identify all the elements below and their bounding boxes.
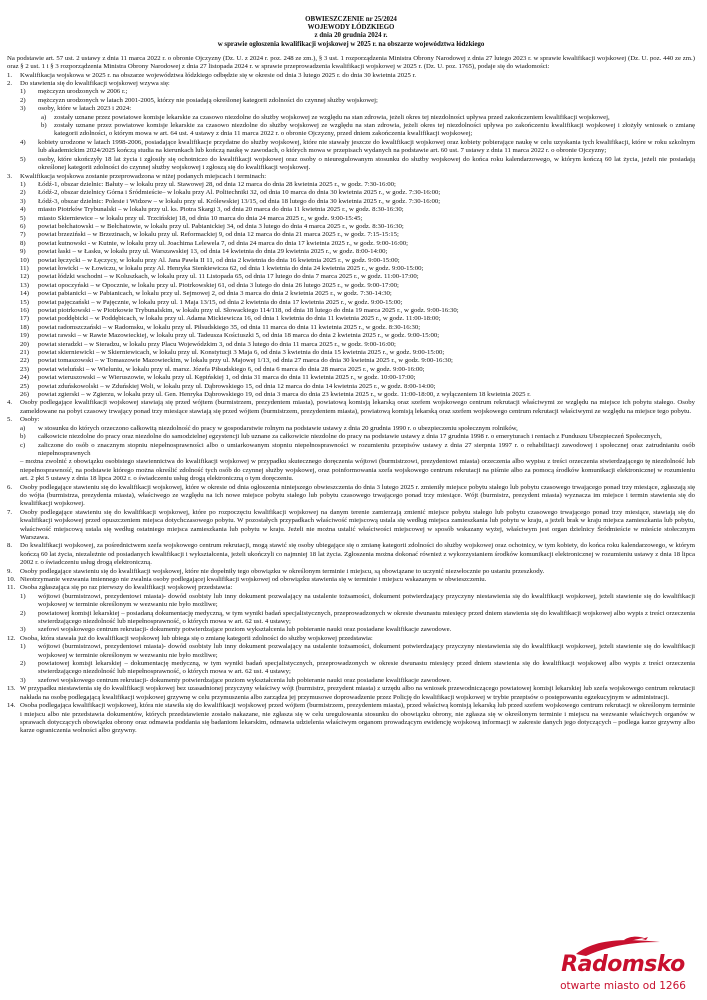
paragraph-7: 7. Osoby podlegające stawieniu się do kwalifikacji wojskowej, które po rozpoczęciu kwalifikacji wojskowej na danym terenie zamierzają zmienić miejsce pobytu stałego lub pobytu czasowego trwającego ponad trzy miesiące, stawiają się do kwalifikacji wojskowej przed opuszczeniem miejsca dotychczasowego pobytu. W pozostałych przypadkach właściwość miejscową ustala się według miejsca zamieszkania lub pobytu w kraju, a jeżeli brak w kraju miejsca zamieszkania lub pobytu, właściwość miejscową ustala się według ostatniego miejsca zamieszkania lub pobytu w kraju. Jeżeli nie można ustalić właściwości miejscowej w sposób wskazany wyżej, właściwym jest organ dzielnicy Śródmieście w mieście stołecznym Warszawa. xyxy=(7,508,695,541)
location-item: 26) powiat zgierski – w Zgierzu, w lokalu przy ul. Gen. Henryka Dąbrowskiego 19, od dnia 3 marca do dnia 23 kwietnia 2025 r., w godz. 11:00-18:00, z wyłączeniem 18 kwietnia 2025 r. xyxy=(20,391,531,399)
paragraph-11: 11. Osoba zgłaszająca się po raz pierwszy do kwalifikacji wojskowej przedstawia: xyxy=(7,584,233,592)
list-item: 1) wójtowi (burmistrzowi, prezydentowi miasta)- dowód osobisty lub inny dokument pozwalający na ustalenie tożsamości, dokument potwierdzający przyczyny niestawienia się do kwalifikacji wojskowej, jeżeli stawienie się do kwalifikacji wojskowej w terminie określonym w wezwaniu nie było możliwe; xyxy=(20,592,695,609)
paragraph-6: 6. Osoby podlegające stawieniu się do kwalifikacji wojskowej, które w okresie od dnia ogłoszenia niniejszego obwieszczenia do dnia 3 lutego 2025 r. zmieniły miejsce pobytu stałego lub pobytu czasowego trwającego ponad trzy miesiące, zgłaszają się do wójta (burmistrza, prezydenta miasta), właściwego ze względu na ich nowe miejsce pobytu stałego lub pobytu czasowego trwającego ponad trzy miesiące. Wójt (burmistrz, prezydent miasta) wyznacza im miejsce i termin stawienia się do kwalifikacji wojskowej. xyxy=(7,483,695,508)
location-item: 2) Łódź-2, obszar dzielnicy Górna i Śródmieście– w lokalu przy Al. Politechniki 32, od dnia 10 marca do dnia 30 kwietnia 2025 r., w godz. 7:30-16:00; xyxy=(20,189,441,197)
sub-list-item: c) zaliczone do osób o znacznym stopniu niepełnosprawności albo o umiarkowanym stopniu niepełnosprawności w rozumieniu przepisów ustawy z dnia 27 sierpnia 1997 r. o rehabilitacji zawodowej i społecznej oraz zatrudnianiu osób niepełnosprawnych xyxy=(20,441,695,457)
location-item: 22) powiat tomaszowski – w Tomaszowie Mazowieckim, w lokalu przy ul. Majowej 1/13, od dnia 27 marca do dnia 30 kwietnia 2025 r., w godz. 9:00-16:30; xyxy=(20,357,453,365)
paragraph-4: 4. Osoby podlegające kwalifikacji wojskowej stawiają się przed wójtem (burmistrzem, prezydentem miasta), powiatową komisją lekarską oraz szefem wojskowego centrum rekrutacji właściwymi ze względu na miejsce ich pobytu stałego. Osoby zameldowane na pobyt czasowy trwający ponad trzy miesiące stawiają się przed wójtem (burmistrzem, prezydentem miasta), powiatową komisją lekarską oraz szefem wojskowego centrum rekrutacji właściwymi ze względu na miejsce tego pobytu. xyxy=(7,399,695,415)
paragraph-9: 9. Osoby podlegające stawieniu się do kwalifikacji wojskowej, które nie dopełniły tego obowiązku w określonym terminie i miejscu, są obowiązane to uczynić niezwłocznie po ustaniu przeszkody. xyxy=(7,567,545,575)
paragraph-5: 5. Osoby: xyxy=(7,416,40,424)
sub-list-item: a) zostały uznane przez powiatowe komisje lekarskie za czasowo niezdolne do służby wojskowej ze względu na stan zdrowia, jeżeli okres tej niezdolności upływa przed zakończeniem kwalifikacji wojskowej, xyxy=(41,113,610,121)
location-item: 1) Łódź-1, obszar dzielnic: Bałuty – w lokalu przy ul. Stawowej 28, od dnia 12 marca do dnia 28 kwietnia 2025 r., w godz. 7:30-16:00; xyxy=(20,180,396,188)
sub-list-item: a) w stosunku do których orzeczono całkowitą niezdolność do pracy w gospodarstwie rolnym na podstawie ustawy z dnia 20 grudnia 1990 r. o ubezpieczeniu społecznym rolników, xyxy=(20,424,518,432)
intro-paragraph: Na podstawie art. 57 ust. 2 ustawy z dnia 11 marca 2022 r. o obronie Ojczyzny (Dz. U. z 2024 r. poz. 248 ze zm.), § 3 ust. 1 rozporządzenia Ministra Obrony Narodowej z dnia 27 lutego 2023 r. w sprawie kwalifikacji wojskowej (Dz. U. poz. 440 ze zm.) oraz § 2 ust. 1 i § 3 rozporządzenia Ministra Obrony Narodowej z dnia 27 listopada 2024 r. w sprawie przeprowadzenia kwalifikacji wojskowej w 2025 r. (Dz. U. poz. 1765), podaje się do wiadomości: xyxy=(7,54,695,71)
document xyxy=(7,16,695,736)
location-item: 19) powiat rawski – w Rawie Mazowieckiej, w lokalu przy ul. Tadeusza Kościuszki 5, od dnia 18 marca do dnia 2 kwietnia 2025 r., w godz. 9:00-15:00; xyxy=(20,332,440,340)
paragraph-8: 8. Do kwalifikacji wojskowej, za pośrednictwem szefa wojskowego centrum rekrutacji, mogą stawić się osoby ubiegające się o zmianę kategorii zdolności do służby wojskowej oraz ochotnicy, w tym kobiety, do końca roku kalendarzowego, w którym kończą 60 lat życia, niezależnie od posiadanych kwalifikacji i wykształcenia, jeżeli ukończyli co najmniej 18 lat życia. Zgłoszenia można dokonać również z wykorzystaniem środków komunikacji elektronicznej w rozumieniu ustawy z dnia 18 lipca 2002 r. o świadczeniu usług drogą elektroniczną. xyxy=(7,542,695,567)
doc-title-line2: WOJEWODY ŁÓDZKIEGO xyxy=(307,24,395,32)
location-item: 7) powiat brzeziński – w Brzezinach, w lokalu przy ul. Reformackiej 9, od dnia 12 marca do dnia 21 marca 2025 r., w godz. 7:15-15:15; xyxy=(20,231,399,239)
location-item: 4) miasto Piotrków Trybunalski – w lokalu przy ul. ks. Piotra Skargi 3, od dnia 20 marca do dnia 11 kwietnia 2025 r., w godz. 8:30-16:30; xyxy=(20,206,404,214)
list-item: 2) powiatowej komisji lekarskiej – posiadaną dokumentację medyczną, w tym wyniki badań specjalistycznych, przeprowadzonych w okresie dwunastu miesięcy przed dniem stawienia się do kwalifikacji wojskowej albo wypis z treści orzeczenia stwierdzającego niezdolność lub niepełnosprawność, o których mowa w art. 62 ust. 4 ustawy; xyxy=(20,609,695,626)
sub-list-item: b) zostały uznane przez powiatowe komisje lekarskie za czasowo niezdolne do służby wojskowej ze względu na stan zdrowia, jeżeli okres tej niezdolności upływa po zakończeniu kwalifikacji wojskowej i złożyły wniosek o zmianę kategorii zdolności, o którym mowa w art. 64 ust. 4 ustawy z dnia 11 marca 2022 r. o obronie Ojczyzny, przed dniem zakończenia kwalifikacji wojskowej; xyxy=(41,122,695,138)
paragraph-13: 13. W przypadku niestawienia się do kwalifikacji wojskowej bez uzasadnionej przyczyny właściwy wójt (burmistrz, prezydent miasta) z urzędu albo na wniosek przewodniczącego powiatowej komisji lekarskiej lub szefa wojskowego centrum rekrutacji nakłada na osobę podlegającą kwalifikacji wojskowej grzywnę w celu przymuszenia albo zarządza jej przymusowe doprowadzenie przez Policję do kwalifikacji wojskowej w trybie przepisów o postępowaniu egzekucyjnym w administracji. xyxy=(7,685,695,701)
location-item: 15) powiat pajęczański – w Pajęcznie, w lokalu przy ul. 1 Maja 13/15, od dnia 2 kwietnia do dnia 17 kwietnia 2025 r., w godz. 9:00-15:00; xyxy=(20,298,403,306)
location-item: 16) powiat piotrkowski – w Piotrkowie Trybunalskim, w lokalu przy ul. Słowackiego 114/118, od dnia 18 lutego do dnia 19 marca 2025 r., w godz. 9:00-16:30; xyxy=(20,307,459,314)
location-item: 25) powiat zduńskowolski – w Zduńskiej Woli, w lokalu przy ul. Dąbrowskiego 15, od dnia 12 marca do dnia 14 kwietnia 2025 r., w godz. 8:00-14:00; xyxy=(20,382,436,390)
list-item: 3) szefowi wojskowego centrum rekrutacji- dokumenty potwierdzające poziom wykształcenia lub pobieranie nauki oraz posiadane kwalifikacje zawodowe. xyxy=(20,676,452,684)
location-item: 17) powiat poddębicki – w Poddębicach, w lokalu przy ul. Adama Mickiewicza 16, od dnia 1 kwietnia do dnia 11 kwietnia 2025 r., w godz. 11:00-18:00; xyxy=(20,315,441,323)
location-item: 11) powiat łowicki – w Łowiczu, w lokalu przy Al. Henryka Sienkiewicza 62, od dnia 1 kwietnia do dnia 24 kwietnia 2025 r., w godz. 9:00-15:00; xyxy=(20,264,424,272)
paragraph-5-tail: – można zwolnić z obowiązku osobistego stawiennictwa do kwalifikacji wojskowej w przypadku skutecznego doręczenia wójtowi (burmistrzowi, prezydentowi miasta) orzeczenia albo wypisu z treści orzeczenia stwierdzającego tę niezdolność lub niepełnosprawność, na podstawie którego można określić zdolność tych osób do czynnej służby wojskowej, oraz poinformowania szefa wojskowego centrum rekrutacji na piśmie albo za pomocą środków komunikacji elektronicznej w rozumieniu art. 2 pkt 5 ustawy z dnia 18 lipca 2002 r. o świadczeniu usług drogą elektroniczną o tym doręczeniu. xyxy=(20,458,695,483)
location-item: 8) powiat kutnowski - w Kutnie, w lokalu przy ul. Joachima Lelewela 7, od dnia 24 marca do dnia 17 kwietnia 2025 r., w godz. 9:00-16:00; xyxy=(20,239,409,247)
list-item: 3) szefowi wojskowego centrum rekrutacji- dokumenty potwierdzające poziom wykształcenia lub pobieranie nauki oraz posiadane kwalifikacje zawodowe. xyxy=(20,626,452,634)
doc-title-line1: OBWIESZCZENIE nr 25/2024 xyxy=(305,16,397,23)
list-item: 4) kobiety urodzone w latach 1998-2006, posiadające kwalifikacje przydatne do służby wojskowej, które nie stawały jeszcze do kwalifikacji wojskowej oraz kobiety pobierające naukę w celu uzyskania tych kwalifikacji, które w roku szkolnym lub akademickim 2024/2025 kończą studia na kierunkach lub kończą naukę w zawodach, o których mowa w przepisach wydanych na podstawie art. 60 ust. 7 ustawy z dnia 11 marca 2022 r. o obronie Ojczyzny; xyxy=(20,138,695,155)
location-item: 20) powiat sieradzki – w Sieradzu, w lokalu przy Placu Wojewódzkim 3, od dnia 3 lutego do dnia 11 marca 2025 r., w godz. 9:00-16:00; xyxy=(20,340,396,348)
location-item: 10) powiat łęczycki – w Łęczycy, w lokalu przy Al. Jana Pawła II 11, od dnia 2 kwietnia do dnia 16 kwietnia 2025 r., w godz. 9:00-15:00; xyxy=(20,256,400,264)
location-item: 5) miasto Skierniewice – w lokalu przy ul. Trzcińskiej 18, od dnia 10 marca do dnia 24 marca 2025 r., w godz. 9:00-15:45; xyxy=(20,214,363,222)
radomsko-logo xyxy=(558,936,688,994)
location-item: 3) Łódź-3, obszar dzielnic: Polesie i Widzew – w lokalu przy ul. Królewskiej 13/15, od dnia 18 lutego do dnia 30 kwietnia 2025 r., w godz. 7:30-16:00; xyxy=(20,197,441,205)
logo-name: Radomsko xyxy=(561,952,685,977)
list-item: 5) osoby, które ukończyły 18 lat życia i zgłosiły się ochotniczo do kwalifikacji wojskowej oraz osoby o nieuregulowanym stosunku do służby wojskowej do końca roku kalendarzowego, w którym kończą 60 lat życia, jeżeli nie posiadają określonej kategorii zdolności do czynnej służby wojskowej i zgłoszą się do kwalifikacji wojskowej. xyxy=(20,155,695,172)
paragraph-1: 1. Kwalifikacja wojskowa w 2025 r. na obszarze województwa łódzkiego odbędzie się w okresie od dnia 3 lutego 2025 r. do dnia 30 kwietnia 2025 r. xyxy=(7,71,417,79)
paragraph-2: 2. Do stawienia się do kwalifikacji wojskowej wzywa się: xyxy=(7,80,170,88)
paragraph-12: 12. Osoba, która stawała już do kwalifikacji wojskowej lub ubiega się o zmianę kategorii zdolności do służby wojskowej przedstawia: xyxy=(7,634,373,642)
location-item: 6) powiat bełchatowski – w Bełchatowie, w lokalu przy ul. Pabianickiej 34, od dnia 3 lutego do dnia 4 marca 2025 r., w godz. 8:30-16:30; xyxy=(20,222,404,230)
location-item: 18) powiat radomszczański – w Radomsku, w lokalu przy ul. Piłsudskiego 35, od dnia 11 marca do dnia 11 kwietnia 2025 r., w godz. 8:30-16:30; xyxy=(20,323,421,331)
paragraph-14: 14. Osoba podlegająca kwalifikacji wojskowej, która nie stawiła się do kwalifikacji wojskowej przed wójtem (burmistrzem, prezydentem miasta), przed właściwą komisją lekarską lub przed szefem wojskowego centrum rekrutacji w określonym terminie i miejscu albo nie przedstawia dokumentów, których przedstawienie zostało nakazane, nie zgłasza się w celu uregulowania stosunku do obowiązku obrony, nie zgłasza się w określonym terminie i miejscu na wezwanie właściwych organów w sprawach dotyczących obowiązku obrony oraz odmawia poddania się badaniom lekarskim, odmawia udzielenia właściwym organom prowadzącym ewidencję wojskową informacji w zakresie danych jego dotyczących – podlega karze grzywny albo karze ograniczenia wolności albo grzywny. xyxy=(7,702,695,735)
location-item: 13) powiat opoczyński – w Opocznie, w lokalu przy ul. Piotrkowskiej 61, od dnia 3 lutego do dnia 26 lutego 2025 r., w godz. 9:00-17:00; xyxy=(20,281,399,289)
list-item: 2) mężczyzn urodzonych w latach 2001-2005, którzy nie posiadają określonej kategorii zdolności do czynnej służby wojskowej; xyxy=(20,96,378,104)
list-item: 1) wójtowi (burmistrzowi, prezydentowi miasta)- dowód osobisty lub inny dokument pozwalający na ustalenie tożsamości, dokument potwierdzający przyczyny niestawienia się do kwalifikacji wojskowej, jeżeli stawienie się do kwalifikacji wojskowej w terminie określonym w wezwaniu nie było możliwe; xyxy=(20,643,695,659)
locations-list xyxy=(7,181,695,400)
list-item: 2) powiatowej komisji lekarskiej – dokumentację medyczną, w tym wyniki badań specjalistycznych, przeprowadzonych w okresie dwunastu miesięcy przed dniem stawienia się do kwalifikacji wojskowej albo wypis z treści orzeczenia stwierdzającego niezdolność lub niepełnosprawność, o których mowa w art. 62 ust. 4 ustawy; xyxy=(20,660,695,676)
location-item: 21) powiat skierniewicki – w Skierniewicach, w lokalu przy ul. Konstytucji 3 Maja 6, od dnia 3 kwietnia do dnia 15 kwietnia 2025 r., w godz. 9:00-15:00; xyxy=(20,349,445,357)
list-item: 3) osoby, które w latach 2023 i 2024: xyxy=(20,105,132,113)
location-item: 12) powiat łódzki wschodni – w Koluszkach, w lokalu przy ul. 11 Listopada 65, od dnia 17 lutego do dnia 7 marca 2025 r., w godz. 11:00-17:00; xyxy=(20,273,419,281)
location-item: 24) powiat wieruszowski – w Wieruszowie, w lokalu przy ul. Kępińskiej 1, od dnia 31 marca do dnia 11 kwietnia 2025 r., w godz. 10:00-17:00; xyxy=(20,374,416,382)
location-item: 9) powiat łaski – w Łasku, w lokalu przy ul. Warszawskiej 13, od dnia 14 kwietnia do dnia 29 kwietnia 2025 r., w godz. 8:00-14:00; xyxy=(20,248,388,256)
location-item: 23) powiat wieluński – w Wieluniu, w lokalu przy ul. marsz. Józefa Piłsudskiego 6, od dnia 6 marca do dnia 28 marca 2025 r., w godz. 9:00-16:00; xyxy=(20,365,425,373)
doc-title-line3: z dnia 20 grudnia 2024 r. xyxy=(314,32,388,40)
paragraph-3: 3. Kwalifikacja wojskowa zostanie przeprowadzona w niżej podanych miejscach i terminach: xyxy=(7,172,267,180)
logo-tagline: otwarte miasto od 1266 xyxy=(560,980,686,992)
paragraph-10: 10. Nieotrzymanie wezwania imiennego nie zwalnia osoby podlegającej kwalifikacji wojskowej od obowiązku stawienia się w terminie i miejscu wskazanym w obwieszczeniu. xyxy=(7,576,487,583)
sub-list-item: b) całkowicie niezdolne do pracy oraz niezdolne do samodzielnej egzystencji lub uznane za całkowicie niezdolne do pracy na podstawie ustawy z dnia 17 grudnia 1998 r. o emeryturach i rentach z Funduszu Ubezpieczeń Społecznych, xyxy=(20,433,662,441)
list-item: 1) mężczyzn urodzonych w 2006 r.; xyxy=(20,88,128,96)
location-item: 14) powiat pabianicki – w Pabianicach, w lokalu przy ul. Sejmowej 2, od dnia 3 marca do dnia 2 kwietnia 2025 r., w godz. 7:30-14:30; xyxy=(20,290,392,298)
doc-title-line4: w sprawie ogłoszenia kwalifikacji wojskowej w 2025 r. na obszarze województwa łódzkiego xyxy=(217,40,485,48)
